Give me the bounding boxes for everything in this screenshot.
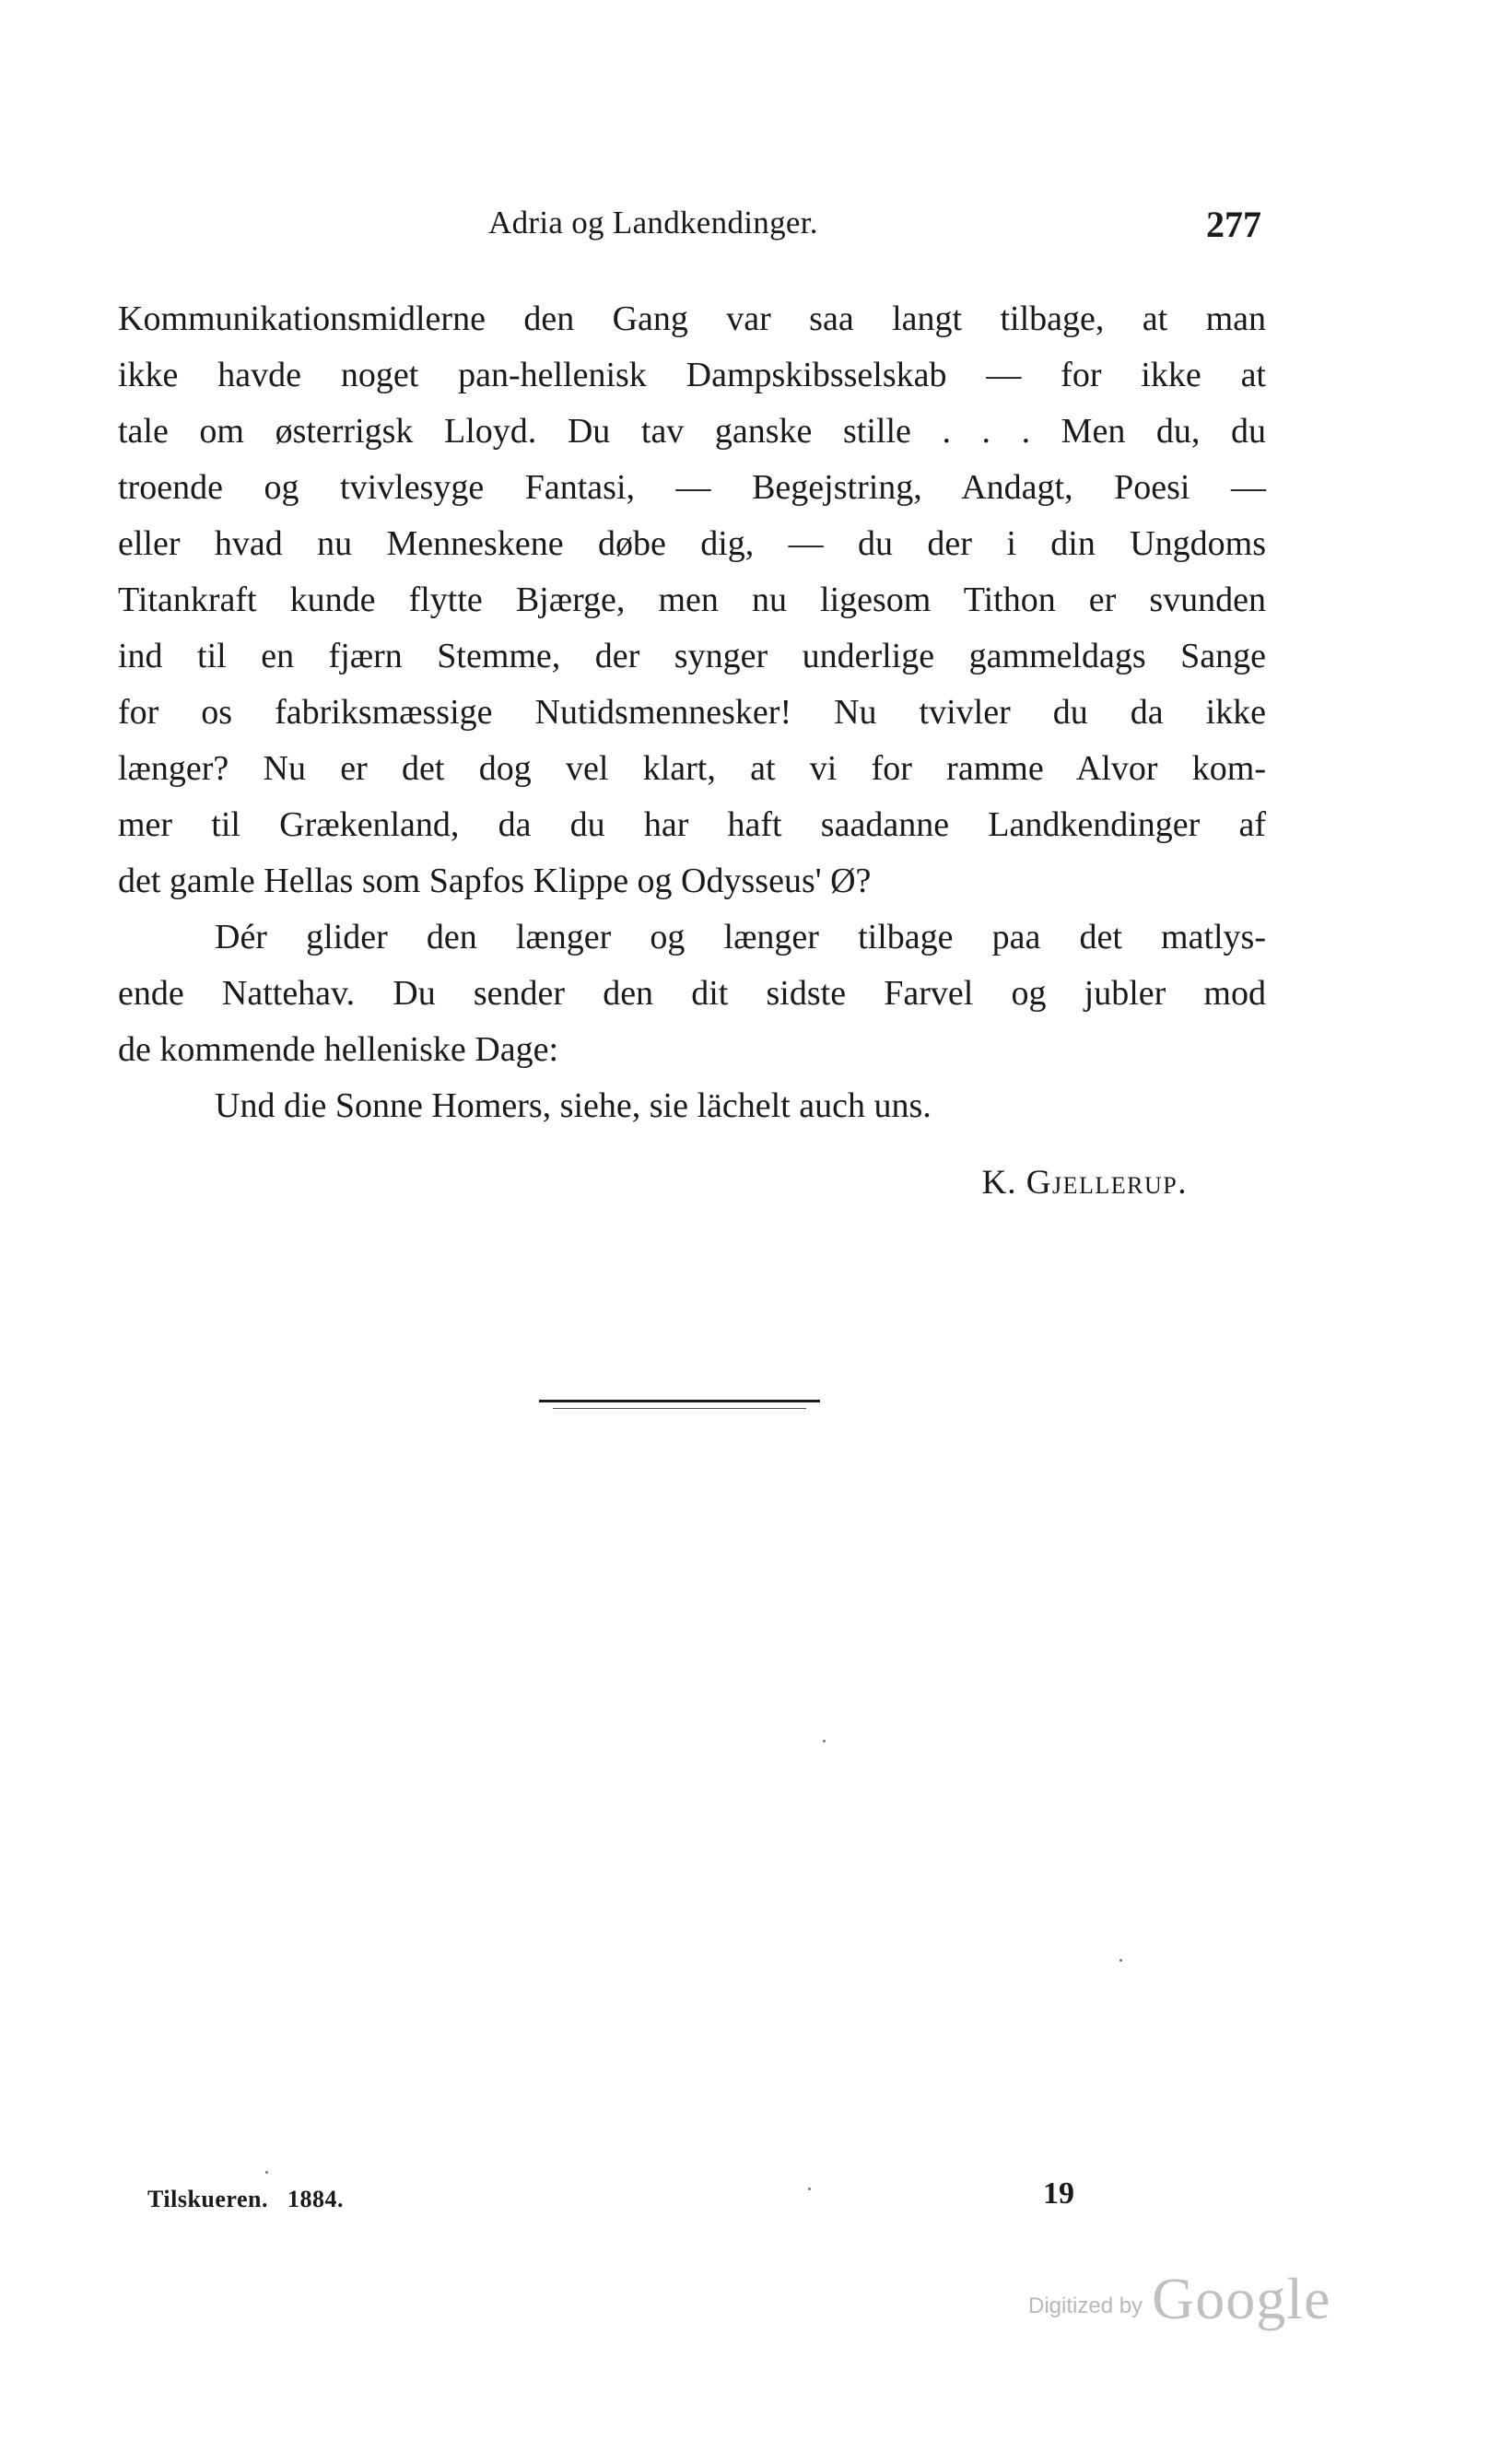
text-line: mer til Grækenland, da du har haft saadanne Landkendinger af (118, 805, 1266, 844)
text-line: troende og tvivlesyge Fantasi, — Begejstring, Andagt, Poesi — (118, 468, 1266, 507)
section-divider-thin (553, 1408, 806, 1409)
text-line: tale om østerrigsk Lloyd. Du tav ganske stille . . . Men du, du (118, 412, 1266, 451)
scan-speck (1119, 1959, 1122, 1962)
text-line: Titankraft kunde flytte Bjærge, men nu ligesom Tithon er svunden (118, 581, 1266, 619)
text-line: Kommunikationsmidlerne den Gang var saa langt tilbage, at man (118, 299, 1266, 338)
body-text (118, 291, 1266, 1134)
page-number: 277 (1206, 204, 1261, 245)
watermark-logo: Google (1152, 2266, 1331, 2331)
text-line: Dér glider den længer og længer tilbage paa det matlys- (215, 918, 1266, 956)
author-signature (982, 1163, 1188, 1202)
scan-speck (265, 2171, 268, 2174)
author-initial: K. (981, 1164, 1017, 1202)
text-line: de kommende helleniske Dage: (118, 1030, 559, 1069)
text-line: længer? Nu er det dog vel klart, at vi for ramme Alvor kom- (118, 749, 1266, 788)
text-line: ende Nattehav. Du sender den dit sidste Farvel og jubler mod (118, 974, 1266, 1013)
verse-quote: Und die Sonne Homers, siehe, sie lächelt auch uns. (215, 1086, 932, 1125)
text-line: det gamle Hellas som Sapfos Klippe og Odysseus' Ø? (118, 862, 872, 900)
section-divider (539, 1400, 820, 1402)
journal-title: Tilskueren. (147, 2186, 268, 2212)
journal-year: 1884. (287, 2186, 344, 2212)
running-head: Adria og Landkendinger. (488, 205, 818, 240)
digitization-watermark (1028, 2265, 1330, 2333)
author-surname: Gjellerup. (1026, 1164, 1188, 1202)
printer-signature-mark: 19 (1043, 2176, 1074, 2211)
watermark-prefix: Digitized by (1028, 2293, 1143, 2318)
journal-footer (147, 2186, 344, 2213)
text-line: eller hvad nu Menneskene døbe dig, — du der i din Ungdoms (118, 524, 1266, 563)
scan-speck (808, 2188, 811, 2190)
text-line: ind til en fjærn Stemme, der synger underlige gammeldags Sange (118, 637, 1266, 675)
scan-speck (823, 1740, 826, 1742)
text-line: ikke havde noget pan-hellenisk Dampskibsselskab — for ikke at (118, 356, 1266, 394)
text-line: for os fabriksmæssige Nutidsmennesker! Nu tvivler du da ikke (118, 693, 1266, 732)
